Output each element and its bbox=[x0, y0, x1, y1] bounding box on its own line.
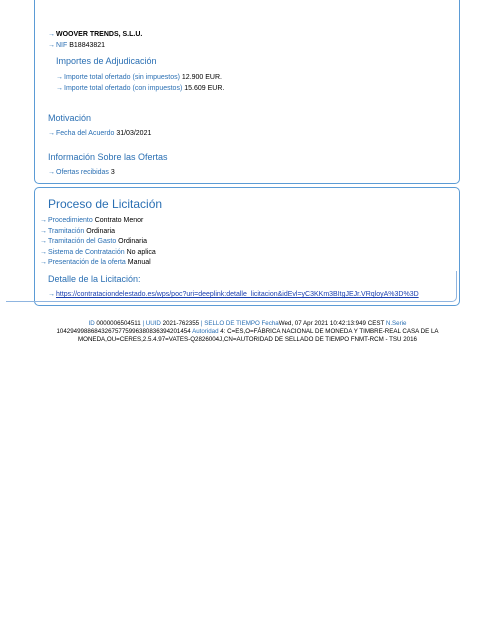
adjudicatario-name-row bbox=[48, 30, 142, 41]
procedimiento-label: Procedimiento bbox=[48, 217, 93, 224]
fecha-acuerdo-value: 31/03/2021 bbox=[116, 130, 152, 137]
serie-label: N.Serie bbox=[385, 320, 407, 327]
arrow-icon: → bbox=[56, 74, 63, 81]
uuid-value: 2021-762355 bbox=[162, 320, 200, 327]
arrow-icon: → bbox=[48, 169, 55, 176]
tramitacion-gasto-value: Ordinaria bbox=[118, 238, 147, 245]
arrow-icon: → bbox=[56, 85, 63, 92]
sistema-contratacion-row bbox=[40, 248, 156, 259]
importe-sin-row bbox=[56, 73, 222, 84]
proceso-heading: Proceso de Licitación bbox=[48, 197, 163, 211]
importe-con-value: 15.609 EUR. bbox=[184, 85, 225, 92]
detalle-link-row bbox=[48, 290, 419, 301]
tramitacion-value: Ordinaria bbox=[86, 227, 116, 235]
importe-con-label: Importe total ofertado (con impuestos) bbox=[64, 85, 183, 92]
tramitacion-gasto-row bbox=[40, 237, 147, 248]
procedimiento-value: Contrato Menor bbox=[94, 217, 144, 224]
importe-sin-label: Importe total ofertado (sin impuestos) bbox=[64, 74, 180, 81]
presentacion-oferta-label: Presentación de la oferta bbox=[48, 259, 126, 266]
importe-sin-value: 12.900 EUR. bbox=[181, 74, 222, 81]
fecha-acuerdo-label: Fecha del Acuerdo bbox=[56, 130, 115, 137]
autoridad-label: Autoridad bbox=[192, 328, 219, 335]
sello-label: SELLO DE TIEMPO bbox=[204, 320, 260, 327]
presentacion-oferta-value: Manual bbox=[127, 259, 151, 266]
arrow-icon: → bbox=[40, 238, 47, 245]
presentacion-oferta-row bbox=[40, 258, 151, 269]
fecha-label: Fecha bbox=[261, 320, 279, 327]
arrow-icon: → bbox=[40, 227, 47, 235]
fecha-acuerdo-row bbox=[48, 129, 151, 140]
arrow-icon: → bbox=[48, 291, 55, 298]
detalle-heading: Detalle de la Licitación: bbox=[48, 274, 141, 284]
tramitacion-gasto-label: Tramitación del Gasto bbox=[48, 238, 117, 245]
nif-label: NIF bbox=[56, 42, 68, 49]
arrow-icon: → bbox=[40, 248, 47, 256]
fecha-value: Wed, 07 Apr 2021 10:42:13:949 CEST bbox=[278, 320, 385, 327]
id-label: ID bbox=[88, 320, 95, 327]
importes-heading: Importes de Adjudicación bbox=[56, 56, 157, 66]
procedimiento-row bbox=[40, 216, 143, 227]
detalle-licitacion-link[interactable]: https://contrataciondelestado.es/wps/poc?uri=deeplink:detalle_licitacion&idEvl=yC3KKm3BItgJEJr.VRqloyA%3D%3D bbox=[56, 291, 419, 298]
tramitacion-label: Tramitación bbox=[48, 227, 85, 235]
ofertas-recibidas-label: Ofertas recibidas bbox=[56, 169, 109, 176]
arrow-icon: → bbox=[48, 31, 55, 38]
sello-tiempo-footer: ID 0000006504511 | UUID 2021-762355 | SELLO DE TIEMPO FechaWed, 07 Apr 2021 10:42:13:949 CEST N.Serie 104294998868432675775996380836394201454 Autoridad 4: C=ES,O=FÁBRICA NACIONAL DE MONEDA Y TIMBRE-REAL CASA DE LA MONEDA,OU=CERES,2.5.4.97=VATES-Q2826004J,CN=AUTORIDAD DE SELLADO DE TIEMPO FNMT-RCM - TSU 2016 bbox=[56, 320, 439, 343]
autoridad-value: 4: C=ES,O=FÁBRICA NACIONAL DE MONEDA Y TIMBRE-REAL CASA DE LA MONEDA,OU=CERES,2.5.4.97=VATES-Q2826004J,CN=AUTORIDAD DE SELLADO DE TIEMPO FNMT-RCM - TSU 2016 bbox=[78, 328, 439, 343]
importe-con-row bbox=[56, 84, 224, 95]
nif-row bbox=[48, 41, 105, 52]
sistema-contratacion-label: Sistema de Contratación bbox=[48, 248, 125, 256]
arrow-icon: → bbox=[48, 130, 55, 137]
arrow-icon: → bbox=[40, 259, 47, 266]
serie-value: 104294998868432675775996380836394201454 bbox=[56, 328, 191, 335]
uuid-label: UUID bbox=[145, 320, 161, 327]
ofertas-recibidas-value: 3 bbox=[110, 169, 115, 176]
ofertas-heading: Información Sobre las Ofertas bbox=[48, 152, 168, 162]
motivacion-heading: Motivación bbox=[48, 113, 92, 123]
sistema-contratacion-value: No aplica bbox=[126, 248, 156, 256]
arrow-icon: → bbox=[40, 217, 47, 224]
arrow-icon: → bbox=[48, 42, 55, 49]
nif-value: B18843821 bbox=[69, 42, 106, 49]
tramitacion-row bbox=[40, 227, 115, 238]
adjudicatario-name: WOOVER TRENDS, S.L.U. bbox=[56, 31, 143, 38]
id-value: 0000006504511 bbox=[96, 320, 141, 327]
ofertas-recibidas-row bbox=[48, 168, 115, 179]
